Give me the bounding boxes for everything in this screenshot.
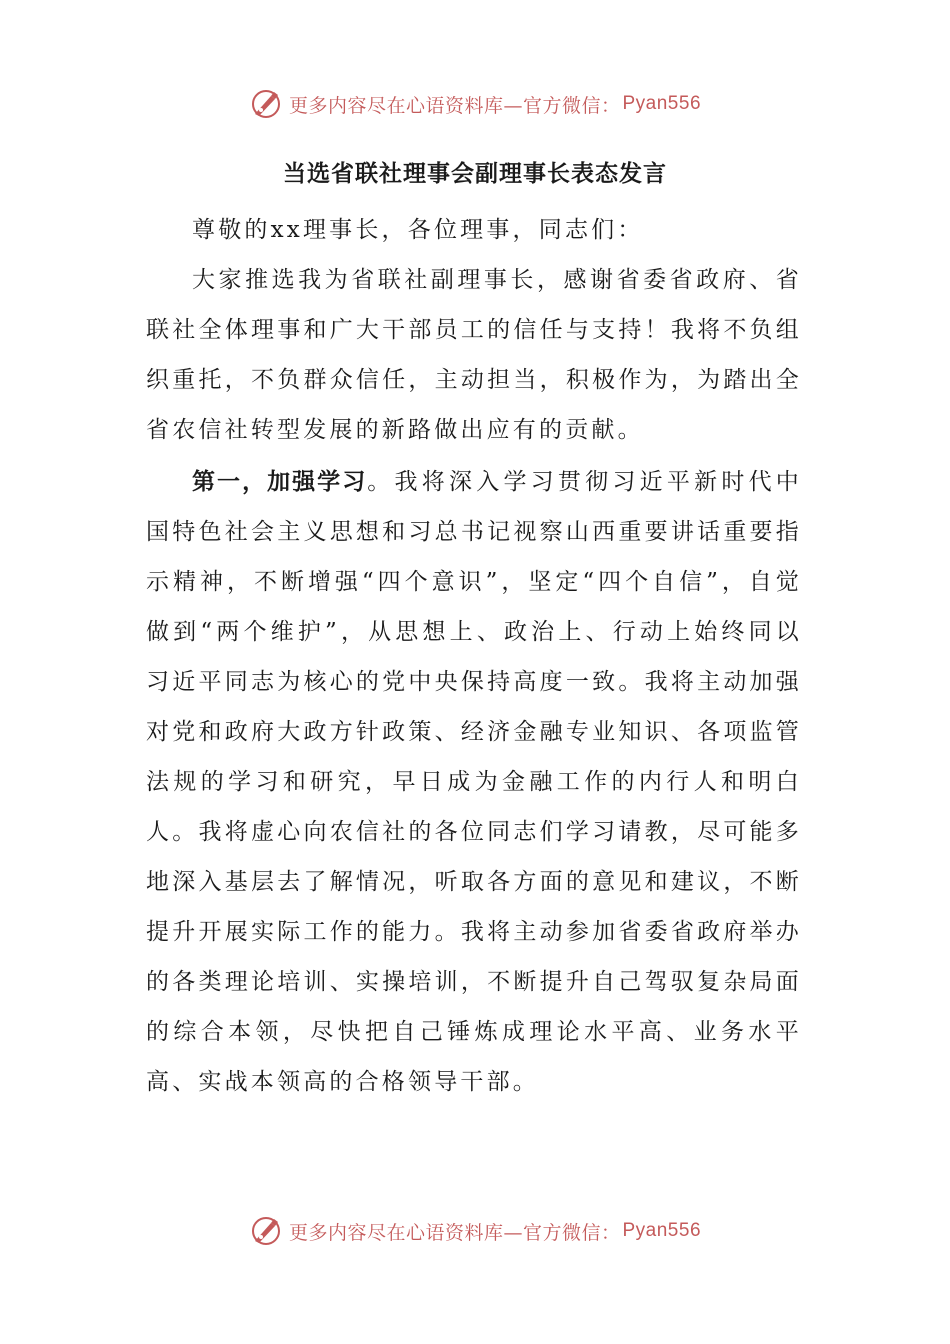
header-watermark [0, 84, 950, 124]
document-body [146, 205, 802, 1107]
footer-watermark [0, 1211, 950, 1251]
pen-circle-icon [249, 1214, 283, 1248]
paragraph-2-body: 。我将深入学习贯彻习近平新时代中国特色社会主义思想和习总书记视察山西重要讲话重要指示精神，不断增强“四个意识”，坚定“四个自信”，自觉做到“两个维护”，从思想上、政治上、行动上始终同以习近平同志为核心的党中央保持高度一致。我将主动加强对党和政府大政方针政策、经济金融专业知识、各项监管法规的学习和研究，早日成为金融工作的内行人和明白人。我将虚心向农信社的各位同志们学习请教，尽可能多地深入基层去了解情况，听取各方面的意见和建议，不断提升开展实际工作的能力。我将主动参加省委省政府举办的各类理论培训、实操培训，不断提升自己驾驭复杂局面的综合本领，尽快把自己锤炼成理论水平高、业务水平高、实战本领高的合格领导干部。 [146, 469, 803, 1095]
watermark-handle: Pyan556 [622, 1220, 702, 1241]
watermark-text: 更多内容尽在心语资料库—官方微信： [288, 94, 621, 117]
paragraph-2-lead: 第一，加强学习 [192, 468, 368, 495]
document-title: 当选省联社理事会副理事长表态发言 [283, 160, 667, 187]
paragraph-2 [146, 457, 802, 1107]
pen-circle-icon [249, 87, 283, 121]
watermark-text: 更多内容尽在心语资料库—官方微信： [288, 1221, 621, 1244]
watermark-handle: Pyan556 [622, 93, 702, 114]
paragraph-1: 大家推选我为省联社副理事长，感谢省委省政府、省联社全体理事和广大干部员工的信任与支持！我将不负组织重托，不负群众信任，主动担当，积极作为，为踏出全省农信社转型发展的新路做出应有的贡献。 [146, 267, 802, 443]
greeting: 尊敬的xx理事长，各位理事，同志们： [192, 217, 644, 243]
